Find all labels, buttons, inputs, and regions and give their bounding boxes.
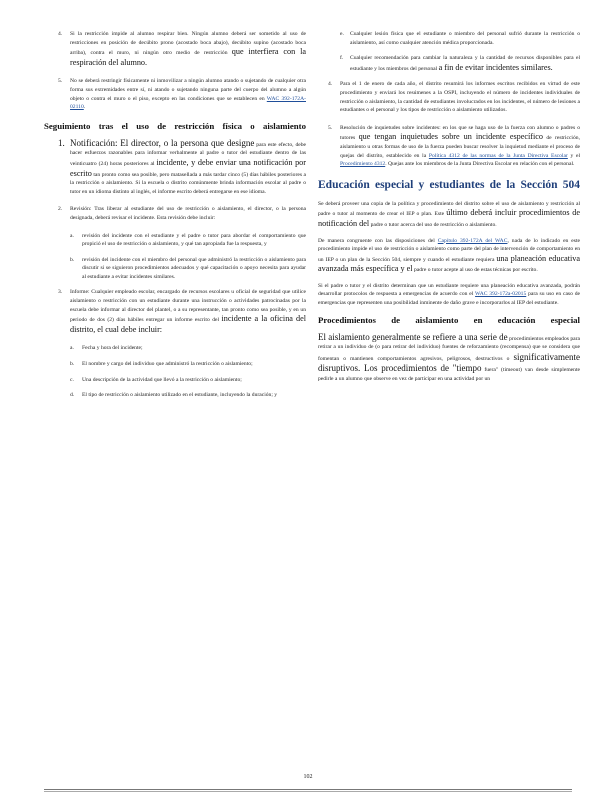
item-number: 5.: [328, 124, 333, 131]
item-number: 3.: [58, 289, 63, 296]
paragraph: [318, 237, 580, 275]
footer-divider: [44, 791, 572, 792]
item-text: Resolución de inquietudes sobre incidentes: en los que se haga uso de la fuerza con alumno o padres o tutores: [340, 124, 580, 142]
list-item: [318, 124, 580, 169]
paragraph-emphasis: significativamente disruptivos. Los procedimientos de "tiempo: [318, 351, 580, 374]
item-number: 4.: [58, 31, 63, 37]
right-column: [318, 30, 580, 391]
sub-item-letter: f.: [340, 55, 344, 62]
list-item: [44, 30, 306, 68]
sub-item-letter: d.: [70, 392, 75, 399]
paragraph-text: procedimientos empleados para retirar a un individuo de (o para retirar del individuo) fuentes de reforzamiento (recompensa) que se considera que fomentan o mantienen comportamientos agresivos, peligrosos, destructivos o: [318, 335, 580, 362]
paragraph-emphasis: El aislamiento generalmente se refiere a una serie de: [318, 331, 508, 342]
paragraph-text: padre o tutor acerca del uso de restricción o aislamiento.: [370, 221, 497, 228]
sub-item-text: Una descripción de la actividad que llevó a la restricción o aislamiento;: [82, 376, 242, 383]
list-item: [318, 80, 580, 114]
item-number: 2.: [58, 206, 63, 213]
item-text: Informe: Cualquier empleado escolar, encargado de recursos escolares u oficial de seguridad que utilice aislamiento o restricción con un estudiante durante una instrucción o actividades patrocinadas por la escuela debe informar al director del plantel, o a su representante, tan pronto como sea posible, y en un periodo de dos (2) días hábiles entregar un informe escrito del: [70, 289, 306, 324]
sub-item-letter: a.: [70, 345, 74, 352]
list-item: [44, 138, 306, 197]
sub-item-letter: e.: [340, 31, 344, 37]
sub-item-text: revisión del incidente con el estudiante y el padre o tutor para abordar el comportamiento que propició el uso de restricción o aislamiento, y qué tan apropiada fue la respuesta, y: [82, 232, 306, 248]
sub-item: [44, 376, 306, 385]
sub-item: [44, 344, 306, 353]
item-text: y el: [570, 152, 581, 159]
wac-chapter-link[interactable]: Capítulo 392-172A del WAC: [437, 237, 508, 244]
sub-item-text: El nombre y cargo del individuo que administró la restricción o aislamiento;: [82, 361, 253, 368]
sub-item-text: Cualquier recomendación para cambiar la naturaleza y la cantidad de recursos disponibles para el estudiante y los miembros del personal: [350, 55, 580, 72]
sub-item-letter: b.: [70, 361, 75, 368]
item-text-emphasis: incidente, y debe enviar una notificación por escrito: [70, 157, 306, 178]
sub-item-text: El tipo de restricción o aislamiento utilizado en el estudiante, incluyendo la duración; y: [82, 392, 278, 399]
item-text-emphasis: Notificación: El director, o la persona que designe: [70, 137, 255, 148]
footer-divider: [44, 789, 572, 790]
procedure-link[interactable]: Procedimiento 4312: [340, 161, 386, 168]
page-number: 102: [303, 774, 313, 780]
left-column: [44, 30, 306, 407]
item-number: 4.: [328, 81, 333, 88]
item-text-end: . Quejas ante los miembros de la Junta Directiva Escolar en relación con el personal.: [385, 161, 575, 168]
sub-item: [318, 54, 580, 73]
paragraph-text: Si el padre o tutor y el distrito determinan que un estudiante requiere una planeación educativa avanzada, podrán desarrollar protocolos de respuesta a emergencias de acuerdo con el: [318, 282, 580, 298]
section-heading-educacion-especial: Educación especial y estudiantes de la Sección 504: [318, 178, 580, 191]
item-text-emphasis: que tengan inquietudes sobre un incidente específico: [358, 132, 544, 142]
paragraph-text: De manera congruente con las disposiciones del: [318, 237, 435, 244]
sub-item-letter: c.: [70, 376, 74, 383]
item-text: No se deberá restringir físicamente ni inmovilizar a ningún alumno atando o sujetando de cualquier otra forma sus extremidades entre sí, ni atando o sujetando ninguna parte del cuerpo del alumno a algún objeto o contra el muro o el piso, excepto en las condiciones que se establecen en: [70, 78, 306, 102]
section-heading-seguimiento: Seguimiento tras el uso de restricción física o aislamiento: [44, 120, 306, 131]
paragraph-emphasis: una planeación educativa avanzada más específica y el: [318, 253, 580, 274]
sub-item-text-emphasis: a fin de evitar incidentes similares.: [438, 62, 553, 72]
paragraph-text: padre o tutor acepte al uso de estas técnicas por escrito.: [413, 267, 538, 274]
sub-item-text: Cualquier lesión física que el estudiante o miembro del personal sufrió durante la restricción o aislamiento, así como cualquier atención médica proporcionada.: [350, 31, 580, 46]
item-text: para este efecto, debe hacer esfuerzos razonables para informar verbalmente al padre o tutor del estudiante dentro de las veinticuatro (24) horas posteriores al: [70, 141, 307, 167]
item-text: Si la restricción impide al alumno respirar bien. Ningún alumno deberá ser sometido al uso de restricciones en posición de decúbito prono (acostado boca abajo), decúbito supino (acostado boca arriba), contra el muro, ni ningún otro medio de restricción: [70, 31, 306, 57]
paragraph-text: para su uso en caso de emergencias que representen una posibilidad inminente de daño grave e incorporarlos al IEP del estudiante.: [318, 291, 580, 307]
section-heading-aislamiento: Procedimientos de aislamiento en educación especial: [318, 314, 580, 325]
item-number: 5.: [58, 78, 63, 85]
item-text-end: .: [83, 104, 86, 111]
sub-item: [44, 256, 306, 282]
paragraph-emphasis: último deberá incluir procedimientos de notificación del: [318, 208, 580, 228]
list-item: [44, 77, 306, 111]
paragraph: [318, 282, 580, 308]
item-text: Revisión: Tras liberar al estudiante del uso de restricción o aislamiento, el director, o la persona designada, deberá revisar el incidente. Esta revisión debe incluir:: [70, 206, 306, 221]
sub-item-text: revisión del incidente con el miembro del personal que administró la restricción o aislamiento para discutir si se siguieron procedimientos adecuados y qué capacitación o apoyo necesita para ayudar al estudiante a evitar incidentes similares.: [82, 256, 306, 280]
item-text-emphasis: que interfiera con la respiración del alumno.: [70, 47, 306, 67]
paragraph-text: fuera" (timeout) van desde simplemente pedirle a un alumno que observe en vez de participar en una actividad por un: [318, 367, 581, 383]
sub-item: [44, 391, 306, 400]
paragraph: [318, 332, 580, 384]
sub-item-text: Fecha y hora del incidente;: [82, 345, 143, 352]
item-number: 1.: [58, 137, 65, 148]
policy-link[interactable]: Política 4312 de las normas de la Junta Directiva Escolar: [428, 152, 568, 159]
sub-item-letter: a.: [70, 232, 74, 239]
wac-link[interactable]: WAC 392-172a-02015: [475, 291, 527, 298]
list-item: [44, 205, 306, 222]
sub-item: [318, 30, 580, 47]
item-text: de restricción, aislamiento u otras formas de uso de la fuerza pueden buscar resolver la inquietud mediante el proceso de quejas del distrito, establecido en la: [340, 135, 580, 159]
paragraph: [318, 200, 580, 230]
wac-link[interactable]: WAC 392-172A-02110: [70, 95, 306, 111]
sub-item-letter: b.: [70, 256, 75, 263]
list-item: [44, 288, 306, 335]
sub-item: [44, 232, 306, 249]
sub-item: [44, 360, 306, 369]
paragraph-text: Se deberá proveer una copia de la política y procedimiento del distrito sobre el uso de aislamiento y restricción al padre o tutor al momento de crear el IEP o plan. Este: [318, 200, 580, 218]
item-text-emphasis: incidente a la oficina del distrito, el cual debe incluir:: [70, 314, 306, 334]
item-text: tan pronto como sea posible, pero matasellada a más tardar cinco (5) días hábiles posteriores a la restricción o aislamiento. Si la escuela o distrito comúnmente brinda información escolar al padre o tutor en un idioma distinto al inglés, el informe escrito deberá entregarse en ese idioma.: [70, 171, 306, 195]
item-text: Para el 1 de enero de cada año, el distrito resumirá los informes escritos recibidos en virtud de este procedimiento y enviará los resúmenes a la OSPI, incluyendo el número de incidentes individuales de restricción o aislamiento, la cantidad de estudiantes involucrados en los incidentes, el número de lesiones a estudiantes o el personal y los tipos de restricción o aislamiento utilizados.: [340, 81, 580, 114]
paragraph-text: , nada de lo indicado en este procedimiento impide el uso de restricción o aislamiento como parte del plan de intervención de comportamiento en un IEP o un plan de la Sección 504, siempre y cuando el estudiante requiera: [318, 237, 580, 263]
